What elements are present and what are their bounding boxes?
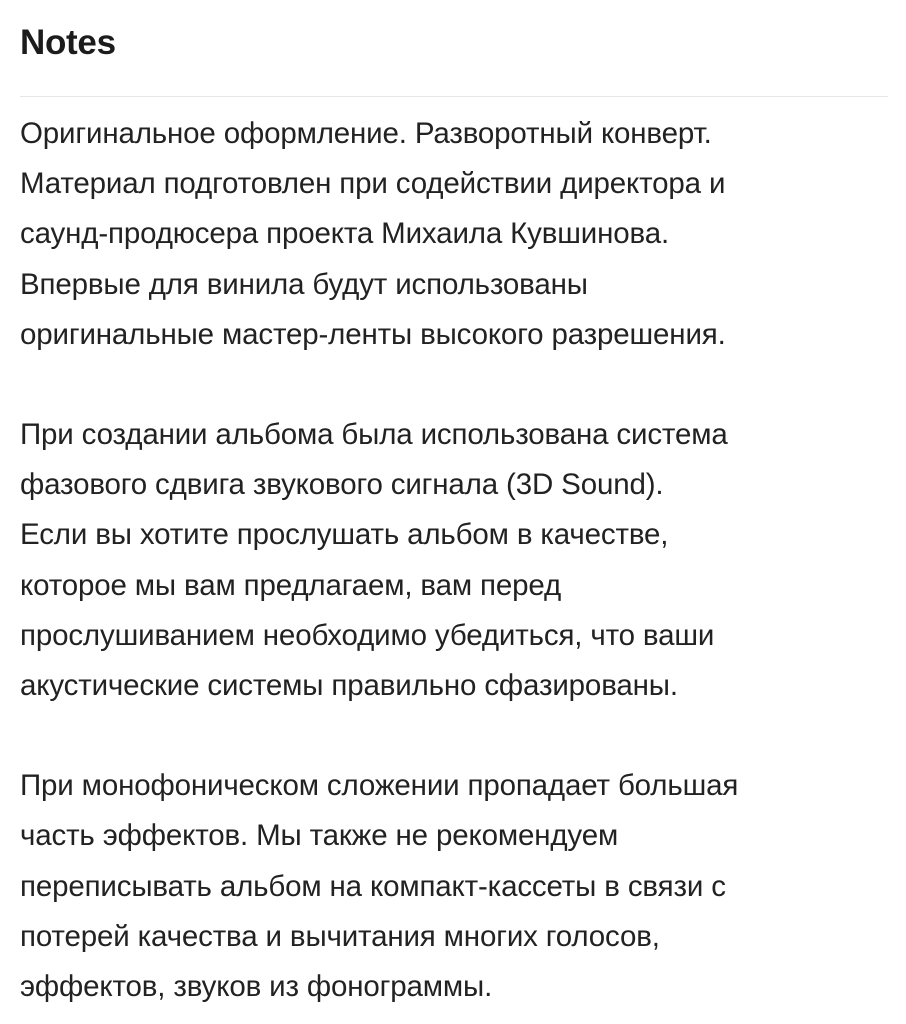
notes-line: Оригинальное оформление. Разворотный конверт. — [20, 117, 712, 150]
notes-line: которое мы вам предлагаем, вам перед — [20, 568, 562, 602]
notes-line: саунд-продюсера проекта Михаила Кувшинова. — [20, 217, 670, 251]
notes-line: прослушиванием необходимо убедиться, что ваши — [20, 618, 715, 652]
notes-line: акустические системы правильно сфазированы. — [20, 669, 678, 703]
notes-line: потерей качества и вычитания многих голосов, — [20, 919, 660, 953]
notes-line: переписывать альбом на компакт-кассеты в связи с — [20, 869, 726, 903]
notes-line: эффектов, звуков из фонограммы. — [20, 970, 493, 1004]
notes-body — [20, 109, 888, 1012]
notes-line: фазового сдвига звукового сигнала (3D Sound). — [20, 468, 664, 502]
notes-paragraph-1 — [20, 109, 888, 360]
notes-line: часть эффектов. Мы также не рекомендуем — [20, 819, 619, 853]
notes-line: Впервые для винила будут использованы — [20, 267, 588, 301]
notes-line: При создании альбома была использована система — [20, 418, 728, 452]
notes-line: оригинальные мастер-ленты высокого разрешения. — [20, 317, 726, 351]
notes-line: Если вы хотите прослушать альбом в качестве, — [20, 518, 669, 552]
notes-paragraph-2 — [20, 410, 888, 711]
notes-title: Notes — [20, 23, 116, 62]
notes-divider — [20, 96, 888, 97]
notes-paragraph-3 — [20, 761, 888, 1012]
notes-line: При монофоническом сложении пропадает большая — [20, 769, 739, 803]
notes-line: Материал подготовлен при содействии директора и — [20, 167, 726, 201]
notes-section — [20, 0, 888, 1012]
